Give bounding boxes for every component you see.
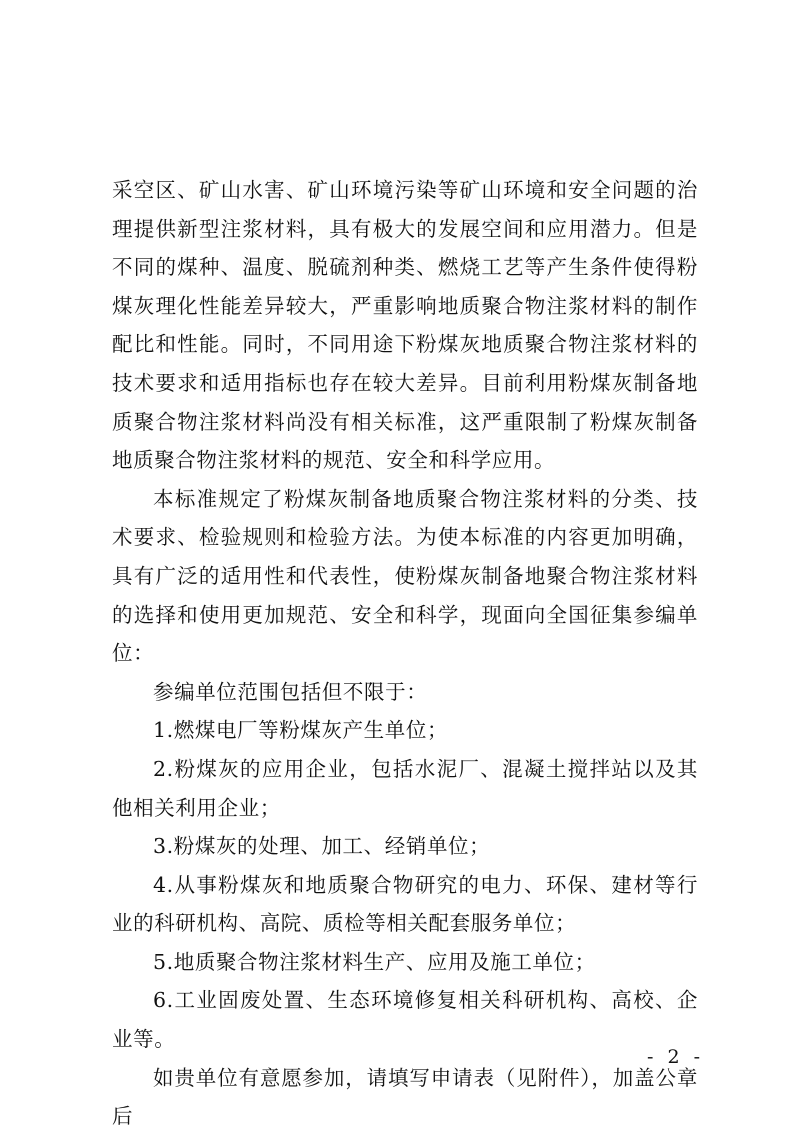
list-item: 1.燃煤电厂等粉煤灰产生单位； [153, 718, 449, 743]
paragraph-participant-scope: 参编单位范围包括但不限于： [153, 679, 428, 704]
paragraph-standard-scope: 本标准规定了粉煤灰制备地质聚合物注浆材料的分类、技术要求、检验规则和检验方法。为使本标准的内容更加明确，具有广泛的适用性和代表性，使粉煤灰制备地聚合物注浆材料的选择和使用更加规范、安全和科学，现面向全国征集参编单位： [112, 486, 698, 666]
paragraph-application-instructions: 如贵单位有意愿参加，请填写申请表（见附件），加盖公章后 [112, 1065, 698, 1129]
list-item: 6.工业固废处置、生态环境修复相关科研机构、高校、企业等。 [112, 988, 698, 1052]
page-number: - 2 - [646, 1046, 704, 1068]
list-item: 3.粉煤灰的处理、加工、经销单位； [153, 834, 491, 859]
list-item: 4.从事粉煤灰和地质聚合物研究的电力、环保、建材等行业的科研机构、高院、质检等相关配套服务单位； [112, 872, 698, 936]
paragraph-continuation: 采空区、矿山水害、矿山环境污染等矿山环境和安全问题的治理提供新型注浆材料，具有极大的发展空间和应用潜力。但是不同的煤种、温度、脱硫剂种类、燃烧工艺等产生条件使得粉煤灰理化性能差异较大，严重影响地质聚合物注浆材料的制作配比和性能。同时，不同用途下粉煤灰地质聚合物注浆材料的技术要求和适用指标也存在较大差异。目前利用粉煤灰制备地质聚合物注浆材料尚没有相关标准，这严重限制了粉煤灰制备地质聚合物注浆材料的规范、安全和科学应用。 [112, 178, 698, 473]
list-item: 5.地质聚合物注浆材料生产、应用及施工单位； [153, 949, 596, 974]
body-text [112, 171, 698, 1136]
list-item: 2.粉煤灰的应用企业，包括水泥厂、混凝土搅拌站以及其他相关利用企业； [112, 756, 698, 820]
